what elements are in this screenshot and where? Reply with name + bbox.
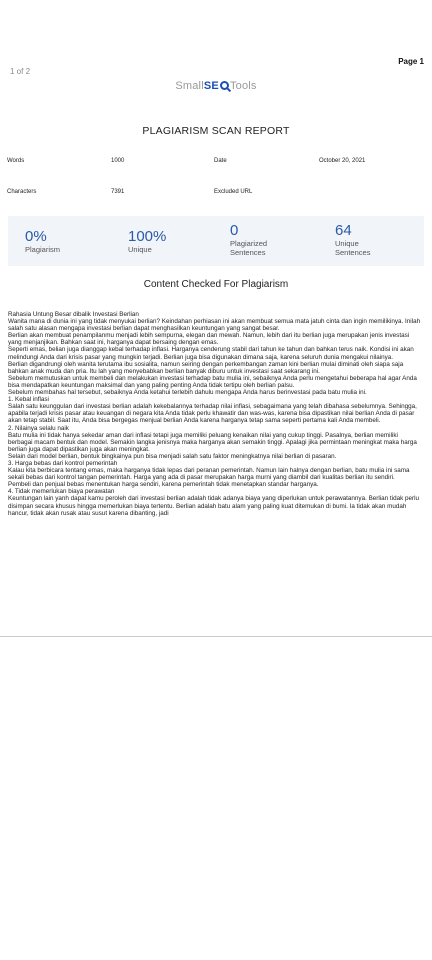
plagiarized-sentences-label-2: Sentences [230, 248, 266, 257]
logo-text-seo-s: S [203, 80, 212, 92]
plagiarism-percent: 0% [25, 228, 47, 245]
content-paragraph: Kalau kita berbicara tentang emas, maka harganya tidak lepas dari peranan pemerintah. Namun lain halnya dengan berlian, batu mulia ini sama sekali bebas dari kontrol tangan pemerintah. Harga yang ada di pasar merupakan harga murni yang diambil dari kualitas berlian itu sendiri. [8, 467, 410, 482]
logo-text-right: Tools [229, 80, 257, 92]
content-paragraph: Salah satu keunggulan dari investasi berlian adalah kekebalannya terhadap nilai inflasi, sebagaimana yang telah dibahasa sebelumnya. Sehingga, apabila terjadi krisis pasar atau keuangan di negara kita Anda tidak perlu khawatir dan was-was, karena bisa dipastikan nilai berlian Anda di pasar akan tetap stabil. Saat itu, Anda bisa bergegas menjual berlian Anda karena harganya tetap sama seperti pertama kali Anda membeli. [8, 403, 417, 425]
content-paragraph: Wanita mana di dunia ini yang tidak menyukai berlian? Keindahan perhiasan ini akan membuat semua mata jatuh cinta dan ingin memilikinya. Inilah salah satu alasan mengapa investasi berlian dapat menghasilkan keuntungan yang sangat besar. [8, 318, 421, 333]
words-value: 1000 [111, 158, 125, 164]
logo-text-left: Small [175, 80, 204, 92]
content-paragraph: Berlian akan membuat penampilanmu menjadi lebih sempurna, elegan dan mewah. Namun, lebih dari itu berlian juga merupakan jenis investasi yang menjanjikan. Bahkan saat ini, harganya dapat bersaing dengan emas. [8, 332, 410, 347]
excluded-url-label: Excluded URL [214, 189, 253, 195]
content-paragraph: Keuntungan lain yanh dapat kamu peroleh dari investasi berlian adalah tidak adanya biaya yang diperlukan untuk perawatannya. Berlian tidak perlu disimpan secara khusus hingga memerlukan biaya tertentu. Berlian adalah batu alam yang paling kuat ditemukan di bumi. Ia tidak akan mudah hancur, tidak akan rusak atau susut karena dibanting, jadi [8, 495, 419, 517]
content-heading: 4. Tidak memerlukan biaya perawatan [8, 488, 115, 496]
content-paragraph: Pembeli dan penjual bebas menentukan harga sendiri, karena pemerintah tidak menetapkan standar harganya. [8, 481, 319, 489]
stat-unique [128, 228, 166, 254]
content-paragraph: Batu mulia ini tidak hanya sekedar aman dari inflasi tetapi juga memiliki peluang kenaikan nilai yang cukup tinggi. Pasalnya, berlian memiliki berbagai macam bentuk dan model. Semakin langka jenisnya maka harganya akan semakin tinggi. Apalagi jika permintaan meningkat maka harga berlian juga dapat dipastikan juga akan meningkat. [8, 431, 417, 453]
plagiarized-sentences-label-1: Plagiarized [230, 239, 268, 248]
content-paragraph: Sebelum memutuskan untuk membeli dan melakukan investasi terhadap batu mulia ini, sebaiknya Anda perlu mengetahui beberapa hal agar Anda bisa mendapatkan keuntungan maksimal dan yang paling penting Anda tidak tertipu oleh berlian palsu. [8, 374, 417, 389]
unique-sentences-label-1: Unique [335, 239, 359, 248]
page-divider [0, 636, 432, 637]
stats-bar [8, 216, 424, 266]
characters-label: Characters [7, 189, 37, 195]
stat-plagiarized-sentences [230, 222, 267, 257]
characters-value: 7391 [111, 189, 125, 195]
magnifier-icon [220, 81, 229, 90]
page-number-label: Page 1 [398, 57, 424, 66]
content-paragraph: Rahasia Untung Besar dibalik Investasi Berlian [8, 311, 139, 318]
unique-sentences-count: 64 [335, 222, 352, 239]
content-paragraph: Selain dari model berlian, bentuk bingkainya pun bisa menjadi salah satu faktor meningkatnya nilai berlian di pasaran. [8, 452, 337, 460]
content-heading: 2. Nilainya selalu naik [8, 424, 69, 432]
content-paragraph: Seperti emas, belian juga dianggap kebal terhadap inflasi. Harganya cenderung stabil dari tahun ke tahun dan bahkan terus naik. Kondisi ini akan melindungi Anda dari krisis pasar yang mungkin terjadi. Berlian juga bisa digunakan dimana saja, karena seluruh dunia mengakui nilainya. [8, 346, 414, 361]
unique-sentences-label-2: Sentences [335, 248, 371, 257]
report-title: PLAGIARISM SCAN REPORT [142, 125, 290, 137]
stat-plagiarism [25, 228, 60, 254]
unique-percent: 100% [128, 228, 167, 245]
logo-text-seo-e: E [211, 80, 219, 92]
smallseotools-logo [0, 80, 432, 92]
plagiarized-sentences-count: 0 [230, 222, 239, 239]
content-heading: 1. Kebal inflasi [8, 396, 49, 404]
content-heading: 3. Harga bebas dari kontrol pemerintah [8, 459, 118, 467]
checked-content-body [8, 311, 422, 636]
date-value: October 20, 2021 [319, 158, 366, 164]
content-checked-title: Content Checked For Plagiarism [143, 279, 289, 290]
unique-label: Unique [128, 245, 152, 254]
words-label: Words [7, 158, 25, 164]
content-paragraph: Sebelum membahas hal tersebut, sebaiknya Anda ketahui terlebih dahulu mengapa Anda harus berinvestasi pada batu mulia ini. [8, 389, 367, 397]
stat-unique-sentences [335, 222, 370, 257]
date-label: Date [214, 158, 227, 164]
page-counter: 1 of 2 [10, 67, 31, 76]
plagiarism-label: Plagiarism [25, 245, 61, 254]
content-paragraph: Berlian digandrungi oleh wanita terutama ibu sosialita, namun seiring dengan perkembangan zaman kini berlian mulai diminati oleh siapa saja bahkan anak muda dan pria. Itu lah yang menyebabkan berlian banyak diburu untuk investasi saat sekarang ini. [8, 360, 404, 375]
